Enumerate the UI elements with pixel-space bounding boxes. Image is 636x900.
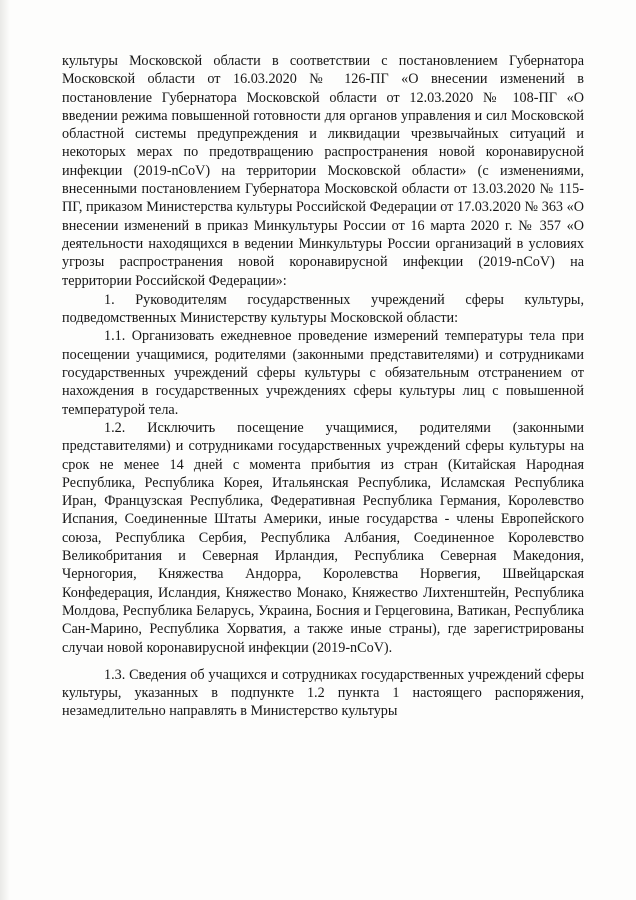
- paragraph-item-1-2: 1.2. Исключить посещение учащимися, родителями (законными представителями) и сотрудниками государственных учреждений сферы культуры на срок не менее 14 дней с момента прибытия из стран (Китайская Народная Республика, Республика Корея, Итальянская Республика, Исламская Республика Иран, Французская Республика, Федеративная Республика Германия, Королевство Испания, Соединенные Штаты Америки, иные государства - члены Европейского союза, Республика Сербия, Республика Албания, Соединенное Королевство Великобритания и Северная Ирландия, Республика Северная Македония, Черногория, Княжества Андорра, Королевства Норвегия, Швейцарская Конфедерация, Исландия, Княжество Монако, Княжество Лихтенштейн, Республика Молдова, Республика Беларусь, Украина, Босния и Герцеговина, Ватикан, Республика Сан-Марино, Республика Хорватия, а также иные страны), где зарегистрированы случаи новой коронавирусной инфекции (2019-nCoV).: [62, 419, 584, 656]
- document-body: [62, 52, 584, 721]
- paragraph-item-1-1: 1.1. Организовать ежедневное проведение измерений температуры тела при посещении учащимися, родителями (законными представителями) и сотрудниками государственных учреждений сферы культуры с обязательным отстранением от нахождения в государственных учреждениях сферы культуры лиц с повышенной температурой тела.: [62, 328, 584, 418]
- paragraph-item-1-3: 1.3. Сведения об учащихся и сотрудниках государственных учреждений сферы культуры, указанных в подпункте 1.2 пункта 1 настоящего распоряжения, незамедлительно направлять в Министерство культуры: [62, 666, 584, 720]
- paragraph-item-1: 1. Руководителям государственных учреждений сферы культуры, подведомственных Министерству культуры Московской области:: [62, 291, 584, 327]
- paragraph-intro: культуры Московской области в соответствии с постановлением Губернатора Московской области от 16.03.2020 № 126-ПГ «О внесении изменений в постановление Губернатора Московской области от 12.03.2020 № 108-ПГ «О введении режима повышенной готовности для органов управления и сил Московской областной системы предупреждения и ликвидации чрезвычайных ситуаций и некоторых мерах по предотвращению распространения новой коронавирусной инфекции (2019-nCoV) на территории Московской области» (с изменениями, внесенными постановлением Губернатора Московской области от 13.03.2020 № 115-ПГ, приказом Министерства культуры Российской Федерации от 17.03.2020 № 363 «О внесении изменений в приказ Минкультуры России от 16 марта 2020 г. № 357 «О деятельности находящихся в ведении Минкультуры России организаций в условиях угрозы распространения новой коронавирусной инфекции (2019-nCoV) на территории Российской Федерации»:: [62, 53, 584, 289]
- scan-edge-shadow: [0, 0, 10, 900]
